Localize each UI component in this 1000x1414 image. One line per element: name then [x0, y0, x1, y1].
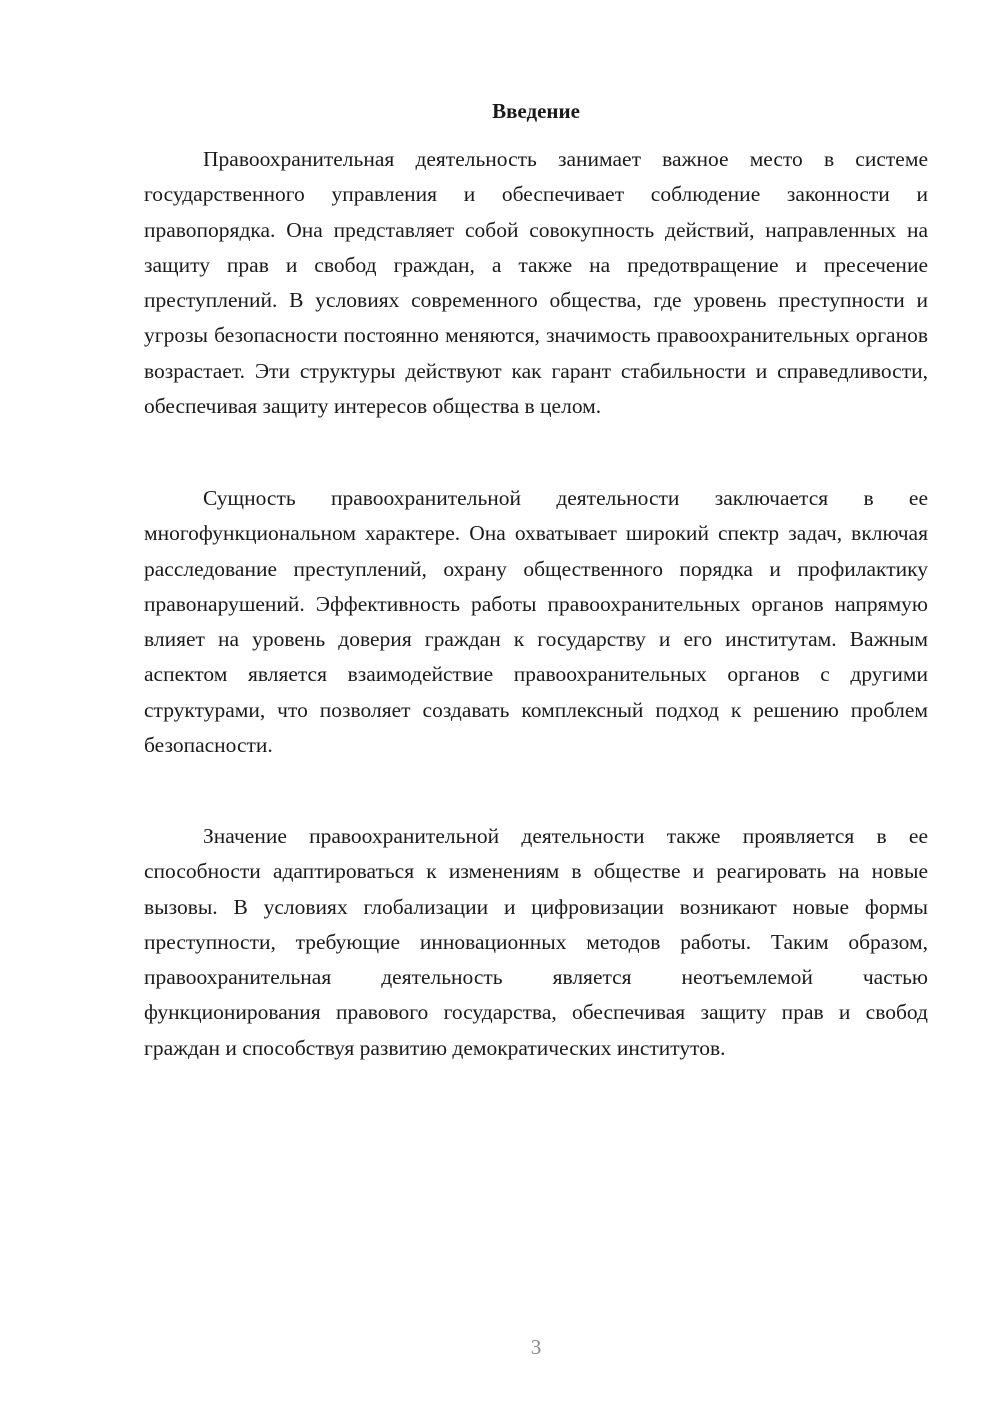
- section-heading: Введение: [492, 99, 580, 123]
- paragraph-block-1: [144, 142, 928, 424]
- paragraph-block-3: [144, 819, 928, 1066]
- paragraph-1: Правоохранительная деятельность занимает важное место в системе государственного управления и обеспечивает соблюдение законности и правопорядка. Она представляет собой совокупность действий, направленных на защиту прав и свобод граждан, а также на предотвращение и пресечение преступлений. В условиях современного общества, где уровень преступности и угрозы безопасности постоянно меняются, значимость правоохранительных органов возрастает. Эти структуры действуют как гарант стабильности и справедливости, обеспечивая защиту интересов общества в целом.: [144, 147, 928, 419]
- paragraph-3: Значение правоохранительной деятельности также проявляется в ее способности адаптироваться к изменениям в обществе и реагировать на новые вызовы. В условиях глобализации и цифровизации возникают новые формы преступности, требующие инновационных методов работы. Таким образом, правоохранительная деятельность является неотъемлемой частью функционирования правового государства, обеспечивая защиту прав и свобод граждан и способствуя развитию демократических институтов.: [144, 824, 928, 1060]
- paragraph-block-2: [144, 481, 928, 763]
- page-number: 3: [530, 1335, 542, 1359]
- paragraph-2: Сущность правоохранительной деятельности заключается в ее многофункциональном характере. Она охватывает широкий спектр задач, включая расследование преступлений, охрану общественного порядка и профилактику правонарушений. Эффективность работы правоохранительных органов напрямую влияет на уровень доверия граждан к государству и его институтам. Важным аспектом является взаимодействие правоохранительных органов с другими структурами, что позволяет создавать комплексный подход к решению проблем безопасности.: [144, 486, 928, 758]
